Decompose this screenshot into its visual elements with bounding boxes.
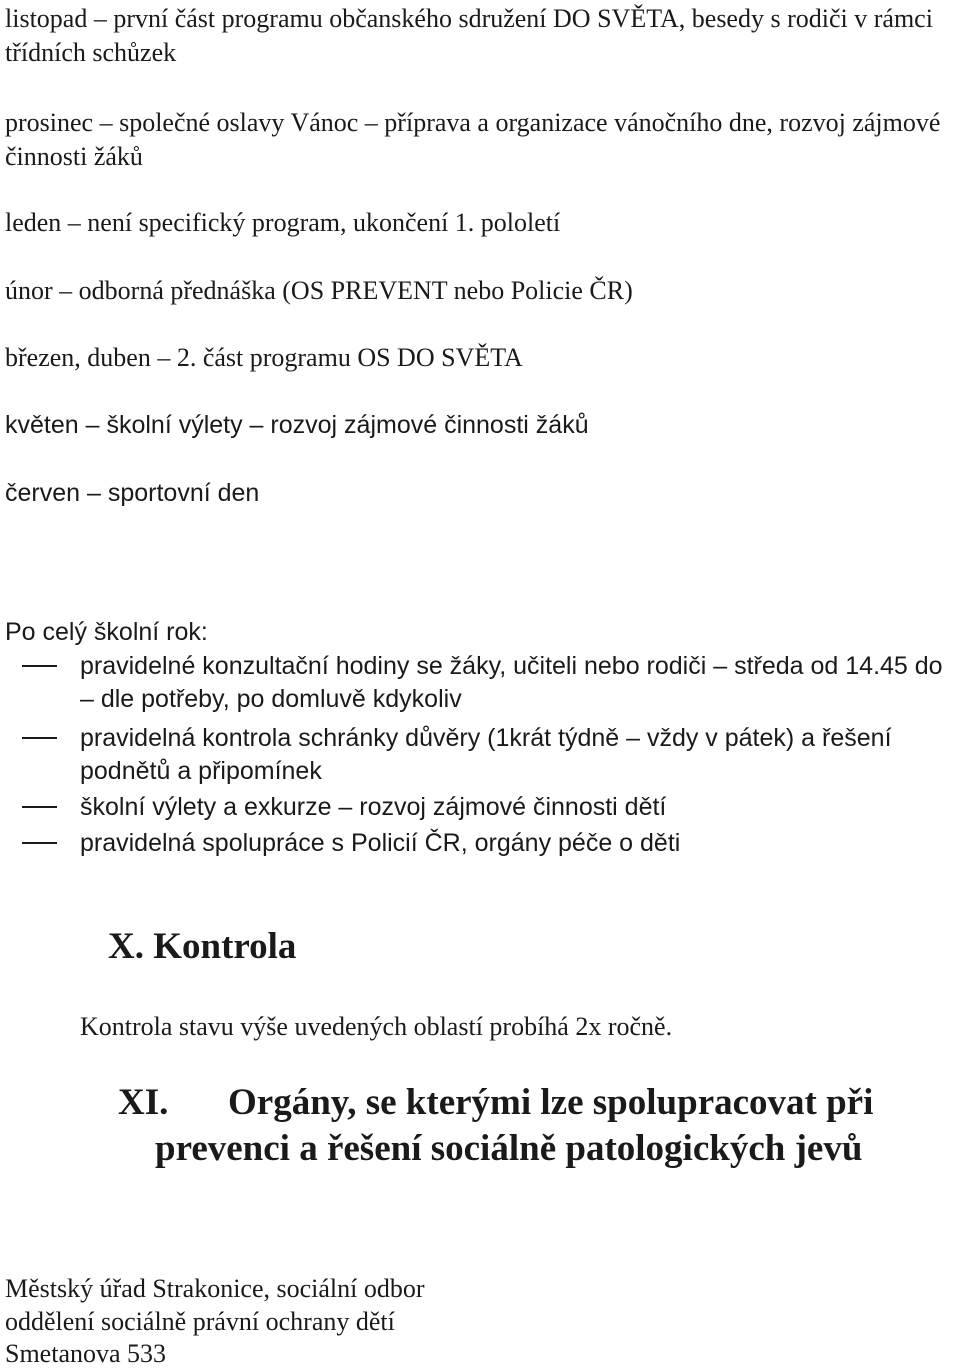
schedule-march-april: březen, duben – 2. část programu OS DO SVĚTA — [5, 343, 523, 372]
section-xi-number: XI. — [118, 1082, 169, 1123]
section-xi-title: Orgány, se kterými lze spolupracovat při prevenci a řešení sociálně patologických jevů — [155, 1082, 874, 1169]
schedule-june: červen – sportovní den — [5, 479, 260, 507]
list-item-text: školní výlety a exkurze – rozvoj zájmové činnosti dětí — [80, 793, 667, 821]
dash-bullet — [22, 737, 57, 739]
schedule-november: listopad – první část programu občanského sdružení DO SVĚTA, besedy s rodiči v rámci třídních schůzek — [5, 4, 933, 67]
list-item-text: pravidelná spolupráce s Policií ČR, orgány péče o děti — [80, 829, 681, 857]
dash-bullet — [22, 665, 57, 667]
schedule-february: únor – odborná přednáška (OS PREVENT nebo Policie ČR) — [5, 276, 633, 305]
section-x-text: Kontrola stavu výše uvedených oblastí probíhá 2x ročně. — [80, 1012, 673, 1041]
list-item-text: pravidelné konzultační hodiny se žáky, učiteli nebo rodiči – středa od 14.45 do – dle potřeby, po domluvě kdykoliv — [80, 652, 943, 713]
address-line-1: Městský úřad Strakonice, sociální odbor — [5, 1274, 425, 1303]
address-line-3: Smetanova 533 — [5, 1339, 167, 1368]
schedule-december: prosinec – společné oslavy Vánoc – příprava a organizace vánočního dne, rozvoj zájmové činnosti žáků — [5, 108, 941, 171]
section-x-heading: X. Kontrola — [108, 926, 297, 967]
dash-bullet — [22, 842, 57, 844]
whole-year-heading: Po celý školní rok: — [5, 618, 208, 646]
address-line-2: oddělení sociálně právní ochrany dětí — [5, 1307, 395, 1336]
list-item-text: pravidelná kontrola schránky důvěry (1krát týdně – vždy v pátek) a řešení podnětů a připomínek — [80, 724, 892, 785]
schedule-may: květen – školní výlety – rozvoj zájmové činnosti žáků — [5, 411, 589, 439]
schedule-january: leden – není specifický program, ukončení 1. pololetí — [5, 208, 561, 237]
dash-bullet — [22, 806, 57, 808]
